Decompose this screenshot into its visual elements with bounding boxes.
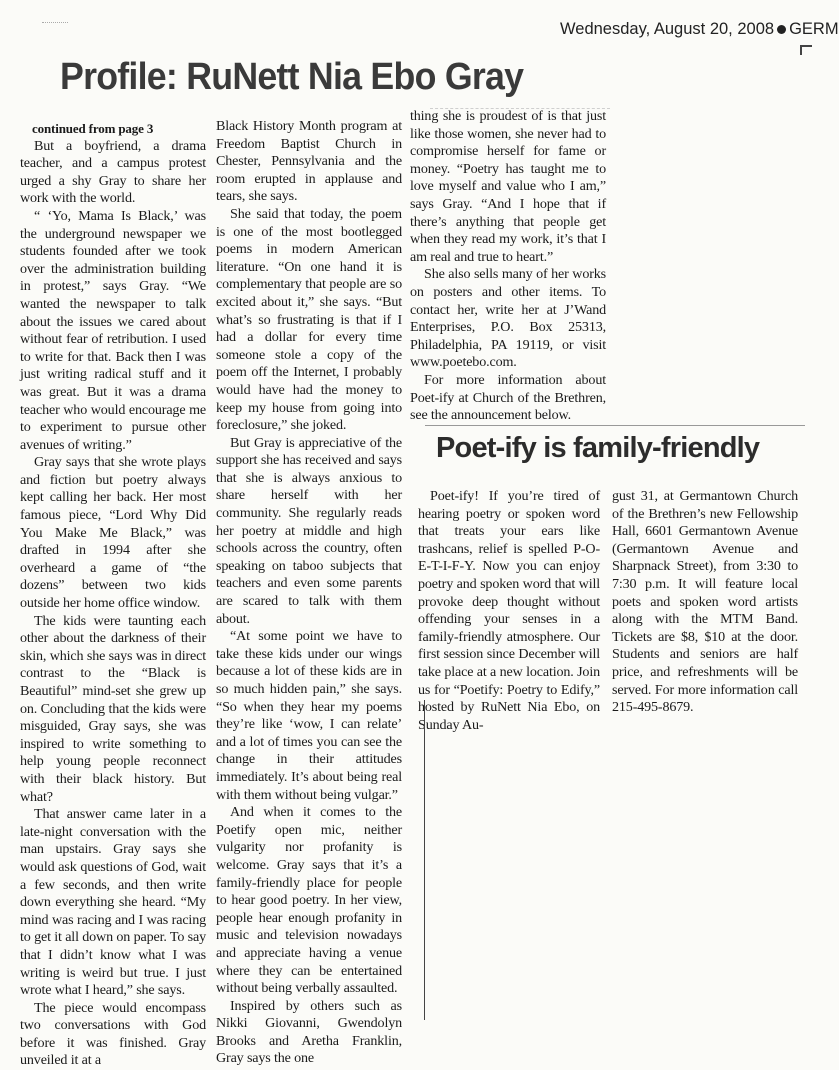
paragraph: The piece would encompass two conversations with God before it was finished. Gray unveiled it at a bbox=[20, 999, 206, 1069]
paragraph: The kids were taunting each other about the darkness of their skin, which she says was in direct contrast to the “Black is Beautiful” mind-set she grew up on. Concluding that the kids were misguided, Gray says, she was inspired to write something to help young people reconnect with their black history. But what? bbox=[20, 612, 206, 805]
article-column-3 bbox=[410, 108, 606, 425]
sidebar-rule bbox=[425, 425, 805, 426]
paragraph: Gray says that she wrote plays and fiction but poetry always kept calling her back. Her most famous piece, “Lord Why Did You Make Me Black,” was drafted in 1994 after she overheard a game of “the dozens” between two kids outside her home office window. bbox=[20, 454, 206, 612]
page-corner-mark bbox=[800, 45, 812, 55]
paragraph: “ ‘Yo, Mama Is Black,’ was the underground newspaper we students founded after we took over the administration building in protest,” says Gray. “We wanted the newspaper to talk about the issues we cared about without fear of retribution. I used to write for that. Back then I was just writing radical stuff and it was great. But it was a drama teacher who would encourage me to experiment to pursue other avenues of writing.” bbox=[20, 207, 206, 453]
paragraph: gust 31, at Germantown Church of the Brethren’s new Fellowship Hall, 6601 Germantown Avenue (Germantown Avenue and Sharpnack Street), from 3:30 to 7:30 p.m. It will feature local poets and spoken word artists along with the MTM Band. Tickets are $8, $10 at the door. Students and seniors are half price, and refreshments will be served. For more information call 215-495-8679. bbox=[612, 488, 798, 716]
article-column-1 bbox=[20, 120, 206, 1070]
dateline bbox=[560, 20, 839, 39]
sidebar-column-1 bbox=[418, 488, 600, 734]
paragraph: “At some point we have to take these kids under our wings because a lot of these kids are in so much hidden pain,” she says. “So when they hear my poems they’re like ‘wow, I can relate’ and a lot of times you can see the change in their attitudes immediately. It’s about being real with them without being vulgar.” bbox=[216, 628, 402, 803]
continued-kicker: continued from page 3 bbox=[32, 121, 154, 136]
paragraph: Inspired by others such as Nikki Giovanni, Gwendolyn Brooks and Aretha Franklin, Gray says the one bbox=[216, 997, 402, 1067]
column-divider bbox=[424, 700, 425, 1020]
article-column-2 bbox=[216, 118, 402, 1068]
dateline-section: GERM bbox=[789, 20, 839, 38]
paragraph: And when it comes to the Poetify open mic, neither vulgarity nor profanity is welcome. Gray says that it’s a family-friendly place for people to hear good poetry. In her view, people hear enough profanity in music and television nowadays and appreciate having a venue where they can be entertained without being verbally assaulted. bbox=[216, 804, 402, 997]
sidebar-column-2 bbox=[612, 488, 798, 717]
bullet-icon bbox=[777, 25, 786, 34]
paragraph: That answer came later in a late-night conversation with the man upstairs. Gray says she would ask questions of God, wait a few seconds, and then write down everything she heard. “My mind was racing and I was racing to get it all down on paper. To say that I didn’t know what I was writing is weird but true. I just wrote what I heard,” she says. bbox=[20, 806, 206, 999]
scan-smudge bbox=[42, 22, 68, 28]
paragraph: But a boyfriend, a drama teacher, and a campus protest urged a shy Gray to share her work with the world. bbox=[20, 137, 206, 207]
sidebar-headline: Poet-ify is family-friendly bbox=[436, 432, 760, 464]
paragraph: thing she is proudest of is that just like those women, she never had to compromise herself for fame or money. “Poetry has taught me to love myself and value who I am,” says Gray. “And I hope that if there’s anything that people get when they read my work, it’s that I am real and true to heart.” bbox=[410, 108, 606, 265]
paragraph: Poet-ify! If you’re tired of hearing poetry or spoken word that treats your ears like trashcans, relief is spelled P-O-E-T-I-F-Y. Now you can enjoy poetry and spoken word that will provoke deep thought without offending your senses in a family-friendly atmosphere. Our first session since December will take place at a new location. Join us for “Poetify: Poetry to Edify,” hosted by RuNett Nia Ebo, on Sunday Au- bbox=[418, 488, 600, 733]
paragraph: For more information about Poet-ify at Church of the Brethren, see the announcement below. bbox=[410, 371, 606, 424]
paragraph: But Gray is appreciative of the support she has received and says that she is always anxious to share herself with her community. She regularly reads her poetry at middle and high schools across the country, often speaking on taboo subjects that teachers and even some parents are scared to talk with them about. bbox=[216, 434, 402, 627]
article-headline: Profile: RuNett Nia Ebo Gray bbox=[60, 56, 524, 98]
dateline-date: Wednesday, August 20, 2008 bbox=[560, 20, 775, 38]
paragraph: She also sells many of her works on posters and other items. To contact her, write her at J’Wand Enterprises, P.O. Box 25313, Philadelphia, PA 19119, or visit www.poetebo.com. bbox=[410, 266, 606, 371]
paragraph: Black History Month program at Freedom Baptist Church in Chester, Pennsylvania and the room erupted in applause and tears, she says. bbox=[216, 118, 402, 205]
paragraph: She said that today, the poem is one of the most bootlegged poems in modern American literature. “On one hand it is complementary that people are so excited about it,” she says. “But what’s so frustrating is that if I had a dollar for every time someone stole a copy of the poem off the Internet, I probably would have had the money to keep my house from going into foreclosure,” she joked. bbox=[216, 205, 402, 434]
